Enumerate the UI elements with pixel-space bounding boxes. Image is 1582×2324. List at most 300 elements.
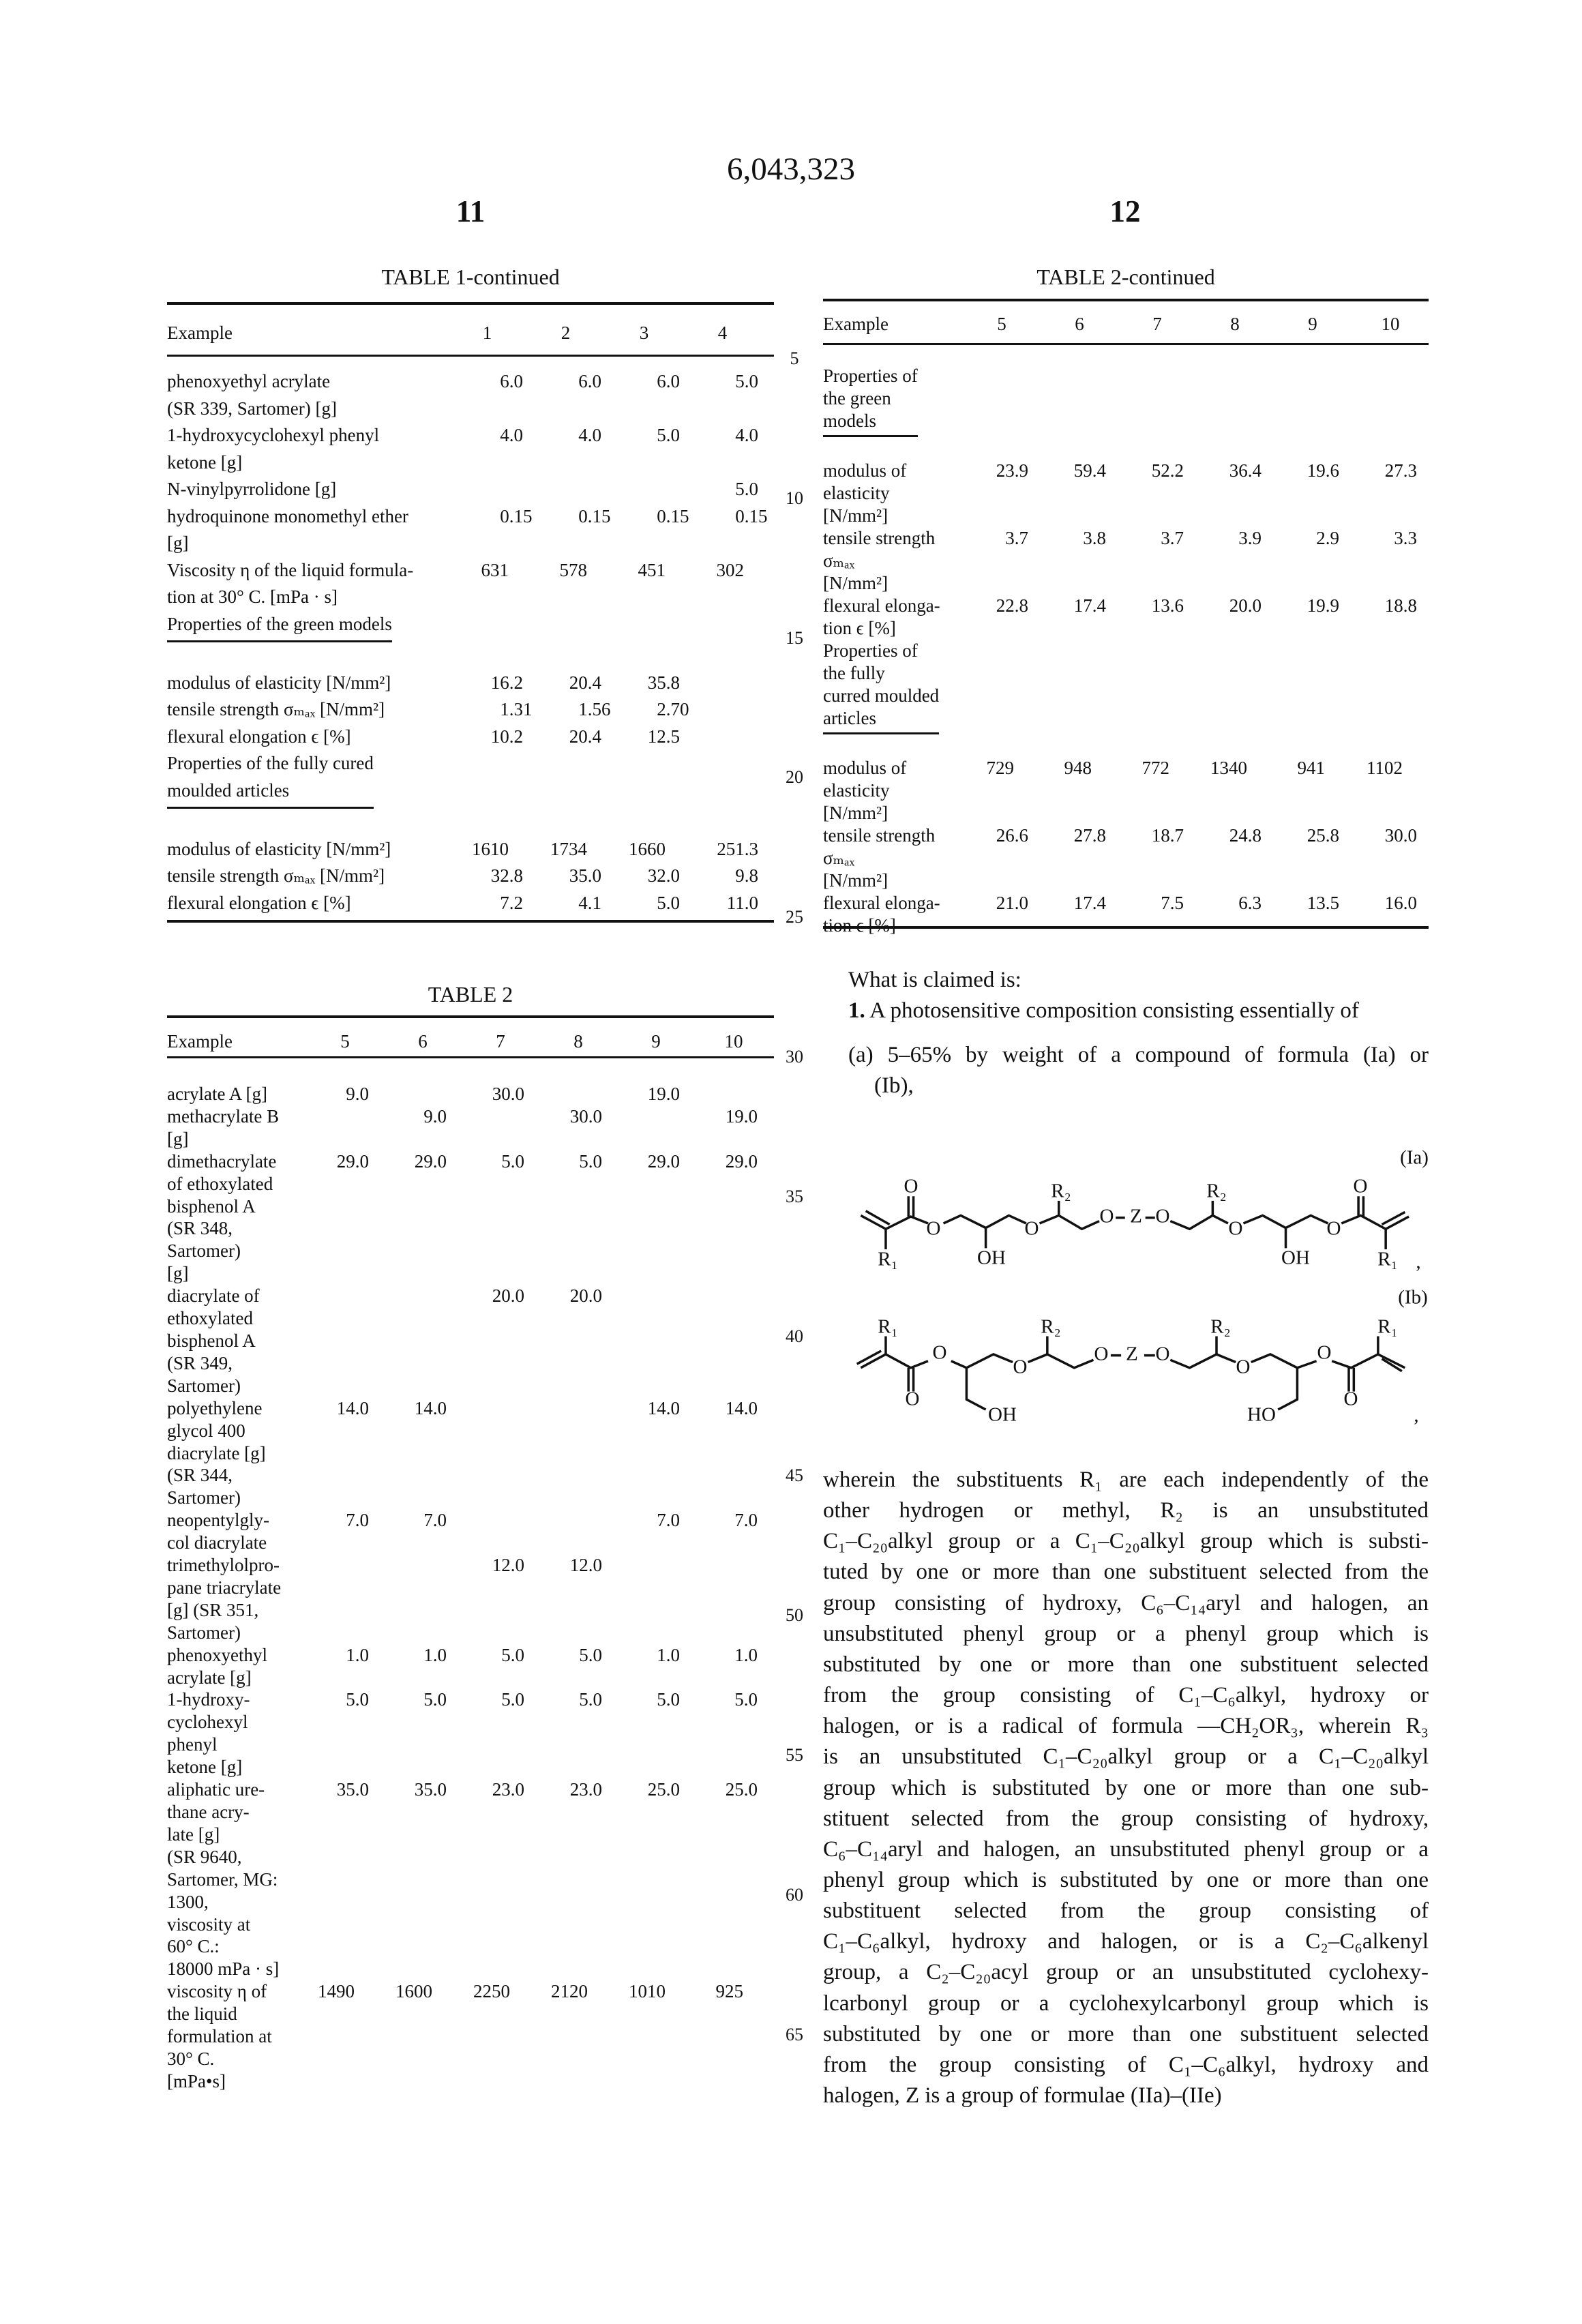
- cell-value: 59.4: [1041, 460, 1118, 527]
- atom-o: O: [1229, 1218, 1243, 1240]
- cell-value: 20.0: [539, 1285, 617, 1397]
- table-row: [167, 890, 772, 917]
- cell-value: 5.0: [539, 1688, 617, 1778]
- row-label: diacrylate of ethoxylated bisphenol A (SR 349, Sartomer): [167, 1285, 306, 1397]
- cell-value: 1.0: [695, 1644, 773, 1689]
- atom-o: O: [1100, 1206, 1114, 1227]
- cell-value: 9.8: [693, 863, 772, 890]
- table-header-row: [823, 312, 1429, 336]
- cell-value: 925: [695, 1980, 773, 2093]
- cell-value: 3.8: [1041, 527, 1118, 595]
- column-header: 4: [693, 319, 772, 346]
- cell-value: [693, 670, 772, 697]
- atom-r2: R₂: [1041, 1316, 1060, 1338]
- cell-value: 23.0: [539, 1778, 617, 1980]
- claim-lead-text: A photosensitive composition consisting essentially of: [865, 998, 1359, 1023]
- cell-value: 20.4: [537, 724, 615, 751]
- claim-text: lcarbonyl group or a cyclohexylcarbonyl group which is: [823, 1991, 1429, 2016]
- line-number: 30: [774, 1047, 815, 1067]
- row-label: dimethacrylate of ethoxylated bisphenol A (SR 348, Sartomer) [g]: [167, 1150, 306, 1285]
- atom-o: O: [1094, 1343, 1109, 1365]
- table-row: [167, 422, 772, 476]
- claim-text-line: [823, 2081, 1429, 2111]
- claim-text-line: [823, 1557, 1429, 1588]
- claim-text: from the group consisting of C₁–C₆alkyl, hydroxy and: [823, 2053, 1429, 2077]
- row-label: modulus of elasticity [N/mm²]: [167, 836, 458, 863]
- line-number: 50: [774, 1605, 815, 1626]
- claim-text: group which is substituted by one or more than one sub-: [823, 1776, 1429, 1800]
- cell-value: 1660: [615, 836, 693, 863]
- cell-value: 0.15: [458, 503, 537, 557]
- cell-value: 5.0: [462, 1150, 539, 1285]
- cell-value: 32.0: [615, 863, 693, 890]
- cell-value: [695, 1554, 773, 1644]
- claim-1-lead: [848, 996, 1359, 1026]
- table2-grid: [167, 1030, 773, 2093]
- claims-intro: What is claimed is:: [848, 965, 1021, 996]
- claim-text: tuted by one or more than one substituent selected from the: [823, 1560, 1429, 1584]
- atom-o: O: [906, 1388, 920, 1410]
- cell-value: 3.3: [1352, 527, 1429, 595]
- cell-value: 302: [693, 557, 772, 611]
- section-heading: Properties of the green models: [167, 611, 392, 643]
- table-row: [167, 1980, 773, 2093]
- claim-text-line: [823, 1588, 1429, 1619]
- cell-value: 7.0: [306, 1509, 384, 1554]
- atom-o: O: [933, 1342, 947, 1364]
- row-label: modulus of elasticity [N/mm²]: [823, 757, 963, 824]
- atom-o: O: [1156, 1206, 1170, 1227]
- cell-value: 5.0: [306, 1688, 384, 1778]
- column-header: 7: [462, 1030, 539, 1053]
- claim-text: substituted by one or more than one substituent selected: [823, 1652, 1429, 1677]
- cell-value: [539, 1509, 617, 1554]
- table-row: [823, 460, 1429, 527]
- cell-value: 7.2: [458, 890, 537, 917]
- atom-ho: HO: [1247, 1404, 1276, 1426]
- table-row: [167, 1105, 773, 1150]
- table-row: [823, 824, 1429, 892]
- cell-value: 35.8: [615, 670, 693, 697]
- section-row: [167, 750, 772, 809]
- cell-value: 16.2: [458, 670, 537, 697]
- row-label: phenoxyethyl acrylate (SR 339, Sartomer) [g]: [167, 368, 458, 422]
- cell-value: 12.5: [615, 724, 693, 751]
- cell-value: 30.0: [462, 1083, 539, 1105]
- cell-value: 5.0: [615, 422, 693, 476]
- cell-value: 5.0: [384, 1688, 462, 1778]
- column-header-example: Example: [167, 1030, 306, 1053]
- cell-value: 24.8: [1196, 824, 1274, 892]
- formula-ia-label: (Ia): [1400, 1147, 1429, 1169]
- cell-value: 23.0: [462, 1778, 539, 1980]
- line-number: 25: [774, 907, 815, 927]
- cell-value: 1102: [1352, 757, 1429, 824]
- row-label: Viscosity η of the liquid formula- tion at 30° C. [mPa · s]: [167, 557, 458, 611]
- claim-text-line: [823, 2019, 1429, 2050]
- claim-text: C₆–C₁₄aryl and halogen, an unsubstituted phenyl group or a: [823, 1837, 1429, 1862]
- row-label: hydroquinone monomethyl ether [g]: [167, 503, 458, 557]
- atom-o: O: [927, 1218, 941, 1240]
- table-row: [167, 863, 772, 890]
- row-label: tensile strength σₘₐₓ [N/mm²]: [167, 863, 458, 890]
- claim-text-line: [823, 1526, 1429, 1557]
- table2-top-rule: [167, 1015, 774, 1018]
- cell-value: 5.0: [693, 476, 772, 503]
- cell-value: 3.9: [1196, 527, 1274, 595]
- atom-r2: R₂: [1206, 1180, 1226, 1202]
- column-header: 2: [537, 319, 615, 346]
- cell-value: 27.8: [1041, 824, 1118, 892]
- table-row: [167, 1150, 773, 1285]
- column-header-example: Example: [167, 319, 458, 346]
- table2-title: TABLE 2: [167, 981, 774, 1008]
- claim-text-line: [823, 1773, 1429, 1804]
- cell-value: 25.0: [695, 1778, 773, 1980]
- cell-value: 22.8: [963, 595, 1041, 640]
- claim-text: unsubstituted phenyl group or a phenyl group which is: [823, 1622, 1429, 1646]
- line-number: 20: [774, 767, 815, 788]
- cell-value: [615, 476, 693, 503]
- section-row: [167, 611, 772, 643]
- cell-value: 7.0: [384, 1509, 462, 1554]
- cell-value: 35.0: [384, 1778, 462, 1980]
- cell-value: 14.0: [384, 1397, 462, 1510]
- row-label: 1-hydroxycyclohexyl phenyl ketone [g]: [167, 422, 458, 476]
- table1-title: TABLE 1-continued: [167, 263, 774, 290]
- cell-value: 26.6: [963, 824, 1041, 892]
- cell-value: 14.0: [617, 1397, 695, 1510]
- cell-value: 14.0: [306, 1397, 384, 1510]
- claim-text: is an unsubstituted C₁–C₂₀alkyl group or a C₁–C₂₀alkyl: [823, 1744, 1429, 1769]
- table-row: [823, 757, 1429, 824]
- cell-value: 29.0: [617, 1150, 695, 1285]
- claim-text-line: [823, 1619, 1429, 1650]
- atom-o: O: [1236, 1356, 1251, 1378]
- cell-value: 4.0: [458, 422, 537, 476]
- claim-text: from the group consisting of C₁–C₆alkyl, hydroxy or: [823, 1683, 1429, 1708]
- row-label: acrylate A [g]: [167, 1083, 306, 1105]
- cell-value: 5.0: [539, 1150, 617, 1285]
- cell-value: 19.0: [695, 1105, 773, 1150]
- formula-comma: ,: [1414, 1405, 1418, 1427]
- line-number: 55: [774, 1745, 815, 1766]
- claim-text-line: [823, 1711, 1429, 1742]
- cell-value: [306, 1105, 384, 1150]
- atom-o: O: [1354, 1176, 1368, 1197]
- cell-value: 5.0: [617, 1688, 695, 1778]
- section-heading: Properties of the fully cured moulded articles: [167, 750, 374, 809]
- cell-value: 6.0: [458, 368, 537, 422]
- cell-value: [617, 1554, 695, 1644]
- cell-value: 5.0: [695, 1688, 773, 1778]
- atom-o: O: [1317, 1342, 1332, 1364]
- cell-value: 11.0: [693, 890, 772, 917]
- cell-value: 1.31: [458, 696, 537, 724]
- claim-number: 1.: [848, 998, 865, 1023]
- line-number: 65: [774, 2025, 815, 2045]
- cell-value: 729: [963, 757, 1041, 824]
- row-label: tensile strength σₘₐₓ [N/mm²]: [167, 696, 458, 724]
- claim-text: other hydrogen or methyl, R₂ is an unsubstituted: [823, 1498, 1429, 1523]
- column-header: 1: [458, 319, 537, 346]
- cell-value: 6.0: [615, 368, 693, 422]
- column-header: 5: [306, 1030, 384, 1053]
- cell-value: 30.0: [539, 1105, 617, 1150]
- atom-r1: R₁: [878, 1249, 897, 1270]
- claim-text-line: [823, 1742, 1429, 1772]
- cell-value: 2.70: [615, 696, 693, 724]
- cell-value: [695, 1083, 773, 1105]
- cell-value: 2120: [539, 1980, 617, 2093]
- row-label: trimethylolpro- pane triacrylate [g] (SR 351, Sartomer): [167, 1554, 306, 1644]
- cell-value: 20.4: [537, 670, 615, 697]
- table-row: [167, 557, 772, 611]
- section-row: [823, 640, 1429, 734]
- cell-value: [693, 696, 772, 724]
- line-number: 60: [774, 1885, 815, 1905]
- formula-ib-label: (Ib): [1398, 1287, 1427, 1309]
- cell-value: 12.0: [462, 1554, 539, 1644]
- claim-text-line: [823, 1926, 1429, 1957]
- atom-r1: R₁: [878, 1316, 897, 1338]
- cell-value: 451: [615, 557, 693, 611]
- table-header-row: [167, 319, 772, 346]
- row-label: 1-hydroxy- cyclohexyl phenyl ketone [g]: [167, 1688, 306, 1778]
- table-row: [167, 1554, 773, 1644]
- column-header: 6: [384, 1030, 462, 1053]
- row-label: neopentylgly- col diacrylate: [167, 1509, 306, 1554]
- column-header: 10: [695, 1030, 773, 1053]
- cell-value: 1490: [306, 1980, 384, 2093]
- cell-value: [537, 476, 615, 503]
- table-row: [167, 1778, 773, 1980]
- cell-value: 13.5: [1274, 892, 1352, 937]
- cell-value: [384, 1083, 462, 1105]
- cell-value: 3.7: [963, 527, 1041, 595]
- cell-value: [617, 1105, 695, 1150]
- cell-value: 5.0: [615, 890, 693, 917]
- atom-oh: OH: [977, 1247, 1006, 1269]
- claim-text: group consisting of hydroxy, C₆–C₁₄aryl and halogen, an: [823, 1591, 1429, 1615]
- column-header: 8: [539, 1030, 617, 1053]
- table-row: [167, 1688, 773, 1778]
- cell-value: 7.0: [695, 1509, 773, 1554]
- table-row: [167, 1644, 773, 1689]
- cell-value: [384, 1285, 462, 1397]
- cell-value: [384, 1554, 462, 1644]
- claim-text-line: [823, 1834, 1429, 1865]
- cell-value: 27.3: [1352, 460, 1429, 527]
- claim-text-line: [823, 2050, 1429, 2081]
- cell-value: 7.5: [1118, 892, 1196, 937]
- table-row: [823, 892, 1429, 937]
- table-row: [823, 527, 1429, 595]
- atom-r1: R₁: [1377, 1249, 1397, 1270]
- cell-value: 19.6: [1274, 460, 1352, 527]
- atom-r1: R₁: [1377, 1316, 1397, 1338]
- column-header: 8: [1196, 312, 1274, 336]
- cell-value: 772: [1118, 757, 1196, 824]
- cell-value: 941: [1274, 757, 1352, 824]
- row-label: N-vinylpyrrolidone [g]: [167, 476, 458, 503]
- claim-text-line: [823, 1495, 1429, 1526]
- line-number: 15: [774, 628, 815, 649]
- cell-value: 12.0: [539, 1554, 617, 1644]
- table-row: [167, 836, 772, 863]
- cell-value: 29.0: [306, 1150, 384, 1285]
- column-header: 6: [1041, 312, 1118, 336]
- table-row: [167, 503, 772, 557]
- table2c-top-rule: [823, 299, 1429, 301]
- cell-value: [539, 1083, 617, 1105]
- atom-o: O: [904, 1176, 919, 1197]
- cell-value: 18.8: [1352, 595, 1429, 640]
- cell-value: 9.0: [384, 1105, 462, 1150]
- cell-value: 1734: [537, 836, 615, 863]
- row-label: viscosity η of the liquid formulation at 30° C. [mPa•s]: [167, 1980, 306, 2093]
- table-row: [823, 595, 1429, 640]
- formula-comma: ,: [1416, 1251, 1420, 1273]
- table2c-title: TABLE 2-continued: [823, 263, 1429, 290]
- claim-text-line: [823, 1988, 1429, 2019]
- section-row: [823, 365, 1429, 437]
- table-row: [167, 368, 772, 422]
- cell-value: 10.2: [458, 724, 537, 751]
- atom-r2: R₂: [1051, 1180, 1071, 1202]
- row-label: flexural elonga- tion ϵ [%]: [823, 892, 963, 937]
- table-header-row: [167, 1030, 773, 1053]
- cell-value: 5.0: [462, 1688, 539, 1778]
- column-header: 5: [963, 312, 1041, 336]
- cell-value: 21.0: [963, 892, 1041, 937]
- claim-text: C₁–C₆alkyl, hydroxy and halogen, or is a C₂–C₆alkenyl: [823, 1929, 1429, 1954]
- atom-r2: R₂: [1210, 1316, 1230, 1338]
- table1-top-rule: [167, 302, 774, 305]
- column-header: 10: [1352, 312, 1429, 336]
- cell-value: [306, 1554, 384, 1644]
- line-number: 45: [774, 1465, 815, 1486]
- cell-value: 5.0: [693, 368, 772, 422]
- cell-value: 6.3: [1196, 892, 1274, 937]
- claim-text: phenyl group which is substituted by one or more than one: [823, 1868, 1429, 1892]
- cell-value: 1340: [1196, 757, 1274, 824]
- cell-value: 6.0: [537, 368, 615, 422]
- left-page-number: 11: [430, 192, 511, 230]
- claim-text: C₁–C₂₀alkyl group or a C₁–C₂₀alkyl group which is substi-: [823, 1529, 1429, 1553]
- claim-text-line: [823, 1865, 1429, 1896]
- cell-value: 35.0: [306, 1778, 384, 1980]
- atom-o: O: [1025, 1218, 1039, 1240]
- cell-value: [458, 476, 537, 503]
- claim-text: halogen, Z is a group of formulae (IIa)–(IIe): [823, 2083, 1222, 2108]
- cell-value: 16.0: [1352, 892, 1429, 937]
- table-row: [167, 1083, 773, 1105]
- claim-text-line: [823, 1896, 1429, 1926]
- atom-o: O: [1156, 1343, 1170, 1365]
- cell-value: 20.0: [462, 1285, 539, 1397]
- cell-value: 29.0: [384, 1150, 462, 1285]
- cell-value: 631: [458, 557, 537, 611]
- column-header: 9: [617, 1030, 695, 1053]
- line-number: 40: [774, 1326, 815, 1347]
- cell-value: 4.0: [537, 422, 615, 476]
- cell-value: [462, 1105, 539, 1150]
- row-label: modulus of elasticity [N/mm²]: [823, 460, 963, 527]
- row-label: modulus of elasticity [N/mm²]: [167, 670, 458, 697]
- claim-text: halogen, or is a radical of formula —CH₂OR₃, wherein R₃: [823, 1714, 1429, 1738]
- table1-grid: [167, 319, 772, 917]
- claim-text-line: [823, 1680, 1429, 1711]
- formula-atom-labels: [878, 1147, 1429, 1427]
- row-label: aliphatic ure- thane acry- late [g] (SR 9640, Sartomer, MG: 1300, viscosity at 60° C.: 18000 mPa · s]: [167, 1778, 306, 1980]
- claim-item-a-line1: [848, 1040, 1429, 1071]
- row-label: flexural elongation ϵ [%]: [167, 724, 458, 751]
- row-label: flexural elonga- tion ϵ [%]: [823, 595, 963, 640]
- column-header: 7: [1118, 312, 1196, 336]
- claim-text-line: [823, 1465, 1429, 1495]
- cell-value: 29.0: [695, 1150, 773, 1285]
- cell-value: 4.1: [537, 890, 615, 917]
- cell-value: 1.0: [306, 1644, 384, 1689]
- cell-value: [462, 1509, 539, 1554]
- cell-value: [695, 1285, 773, 1397]
- claim-item-a-line2: (Ib),: [874, 1071, 914, 1101]
- atom-oh: OH: [988, 1404, 1017, 1426]
- atom-z: Z: [1130, 1206, 1142, 1227]
- table2: [167, 1030, 773, 2093]
- patent-number: 6,043,323: [0, 149, 1582, 190]
- row-label: flexural elongation ϵ [%]: [167, 890, 458, 917]
- right-page-number: 12: [1084, 192, 1166, 230]
- claim-text-line: [823, 1957, 1429, 1988]
- cell-value: [693, 724, 772, 751]
- table-row: [167, 1285, 773, 1397]
- claim-text: group, a C₂–C₂₀acyl group or an unsubstituted cyclohexy-: [823, 1960, 1429, 1984]
- claim-text-line: [823, 1650, 1429, 1680]
- atom-oh: OH: [1281, 1247, 1310, 1269]
- cell-value: 2.9: [1274, 527, 1352, 595]
- cell-value: 14.0: [695, 1397, 773, 1510]
- cell-value: 7.0: [617, 1509, 695, 1554]
- claim-item-a-text: (a) 5–65% by weight of a compound of formula (Ia) or: [848, 1043, 1429, 1067]
- cell-value: 32.8: [458, 863, 537, 890]
- table-row: [167, 476, 772, 503]
- row-label: phenoxyethyl acrylate [g]: [167, 1644, 306, 1689]
- line-number: 35: [774, 1187, 815, 1207]
- row-label: tensile strength σₘₐₓ [N/mm²]: [823, 527, 963, 595]
- table-row: [167, 670, 772, 697]
- cell-value: 25.0: [617, 1778, 695, 1980]
- cell-value: 30.0: [1352, 824, 1429, 892]
- cell-value: 23.9: [963, 460, 1041, 527]
- cell-value: [539, 1397, 617, 1510]
- cell-value: 1.0: [617, 1644, 695, 1689]
- cell-value: 13.6: [1118, 595, 1196, 640]
- section-heading: Properties of the fully curred moulded articles: [823, 640, 939, 734]
- table-row: [167, 1397, 773, 1510]
- cell-value: 3.7: [1118, 527, 1196, 595]
- cell-value: 19.0: [617, 1083, 695, 1105]
- row-label: tensile strength σₘₐₓ [N/mm²]: [823, 824, 963, 892]
- table-row: [167, 696, 772, 724]
- cell-value: 0.15: [537, 503, 615, 557]
- atom-z: Z: [1126, 1343, 1138, 1365]
- table1: [167, 319, 772, 917]
- cell-value: 948: [1041, 757, 1118, 824]
- line-number: 5: [774, 348, 815, 369]
- line-number: 10: [774, 488, 815, 509]
